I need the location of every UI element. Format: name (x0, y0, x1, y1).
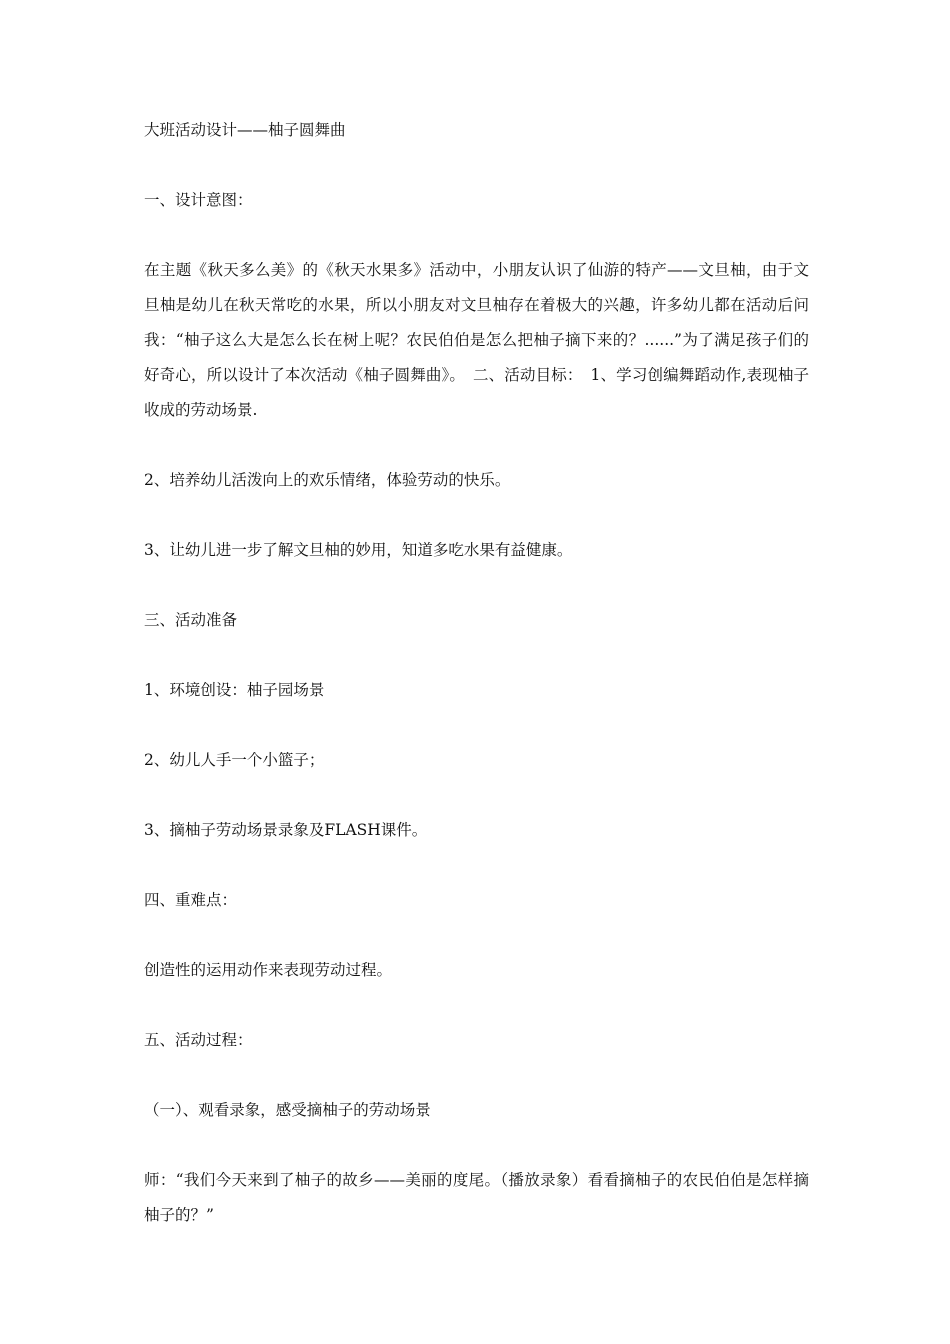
process-step-1-heading: （一）、观看录象，感受摘柚子的劳动场景 (144, 1101, 431, 1119)
paragraph-design-intent: 在主题《秋天多么美》的《秋天水果多》活动中，小朋友认识了仙游的特产——文旦柚，由于文旦柚是幼儿在秋天常吃的水果，所以小朋友对文旦柚存在着极大的兴趣，许多幼儿都在活动后问我：“柚子这么大是怎么长在树上呢？农民伯伯是怎么把柚子摘下来的？......”为了满足孩子们的好奇心，所以设计了本次活动《柚子圆舞曲》。 二、活动目标： 1、学习创编舞蹈动作,表现柚子收成的劳动场景. (144, 261, 809, 419)
preparation-item-1: 1、环境创设：柚子园场景 (144, 681, 325, 699)
teacher-dialogue: 师：“我们今天来到了柚子的故乡——美丽的度尾。（播放录象）看看摘柚子的农民伯伯是怎样摘柚子的？” (144, 1171, 809, 1224)
objective-2: 2、培养幼儿活泼向上的欢乐情绪，体验劳动的快乐。 (144, 471, 511, 489)
section-heading-key-points: 四、重难点： (144, 891, 238, 909)
preparation-item-3: 3、摘柚子劳动场景录象及FLASH课件。 (144, 821, 428, 839)
objective-3: 3、让幼儿进一步了解文旦柚的妙用，知道多吃水果有益健康。 (144, 541, 573, 559)
document-title: 大班活动设计——柚子圆舞曲 (144, 121, 346, 139)
preparation-item-2: 2、幼儿人手一个小篮子； (144, 751, 325, 769)
section-heading-preparation: 三、活动准备 (144, 611, 238, 629)
section-heading-design-intent: 一、设计意图： (144, 191, 253, 209)
key-points-text: 创造性的运用动作来表现劳动过程。 (144, 961, 393, 979)
document-body (144, 113, 809, 1233)
section-heading-process: 五、活动过程： (144, 1031, 253, 1049)
